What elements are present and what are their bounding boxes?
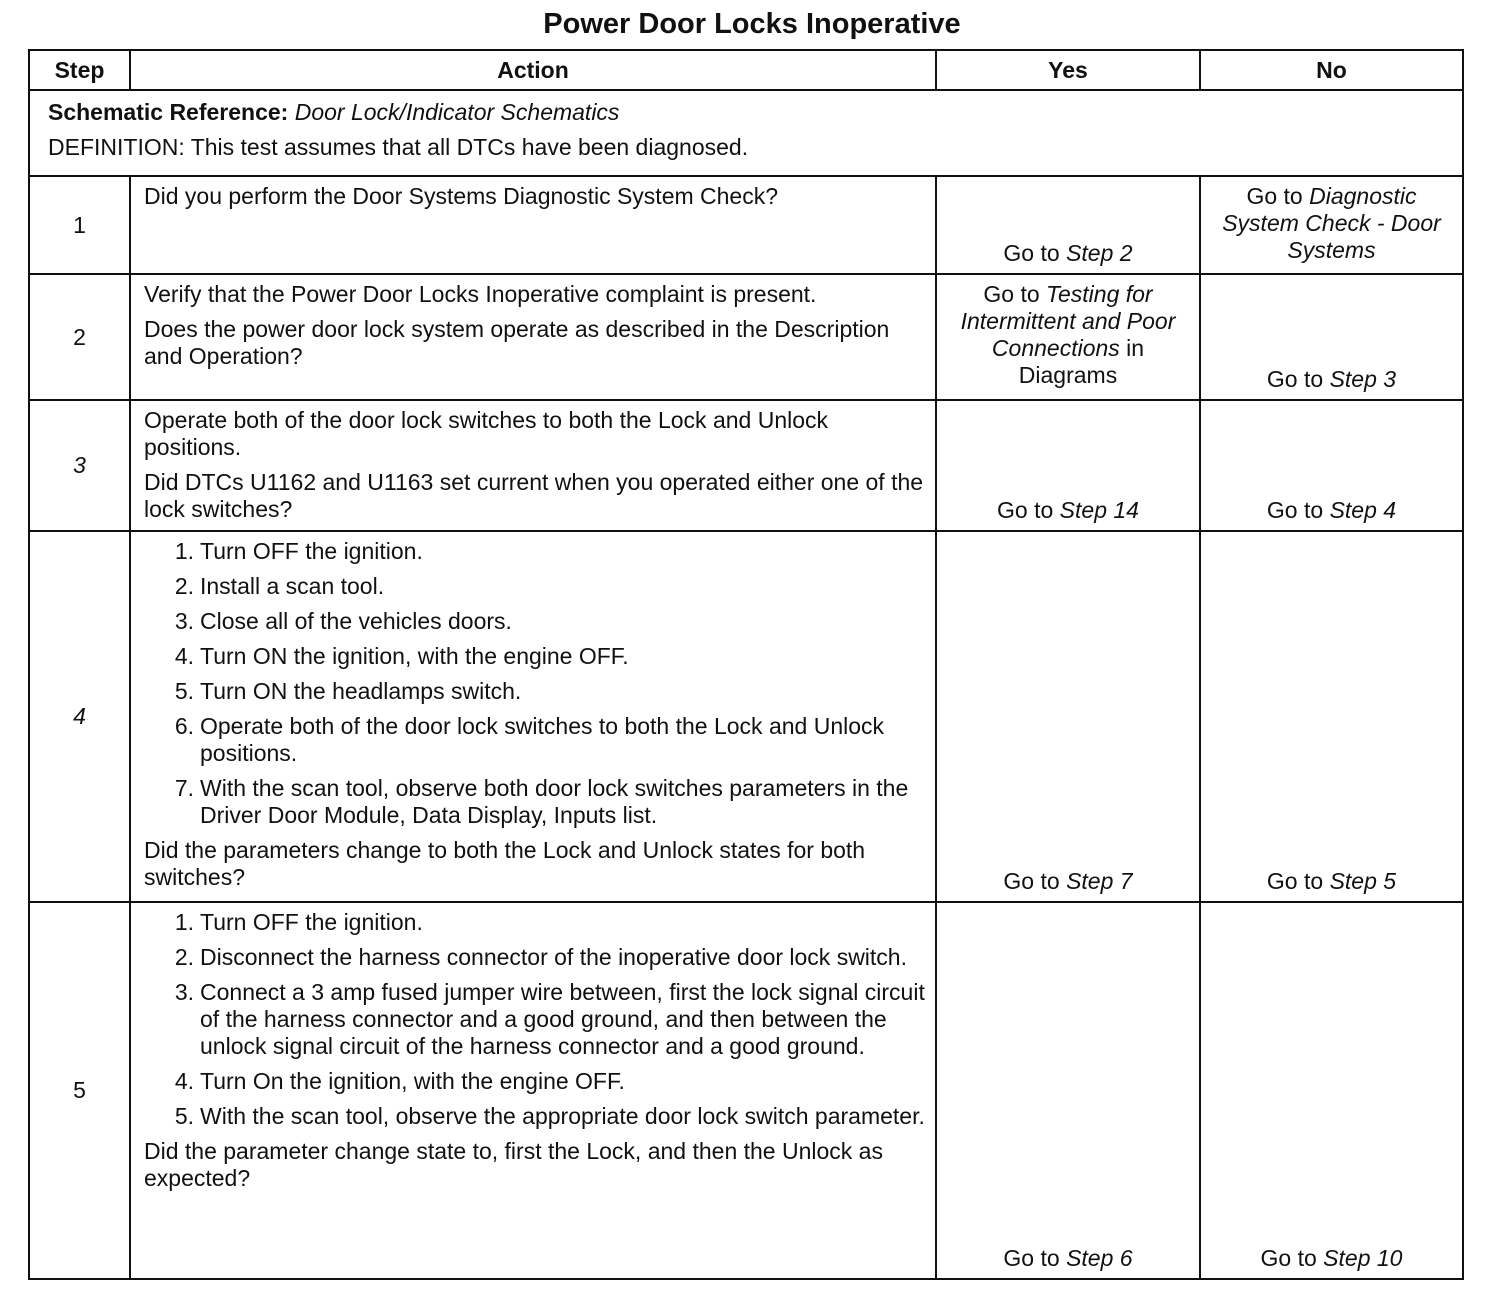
list-item: 1. Turn OFF the ignition. <box>174 538 423 564</box>
table-row <box>29 531 1463 902</box>
no-cell <box>1200 531 1463 902</box>
yes-cell <box>936 902 1200 1279</box>
list-item: 3. Connect a 3 amp fused jumper wire between, first the lock signal circuit of the harness connector and a good ground, and then between the unlock signal circuit of the harness connector and a good ground. <box>174 979 925 1059</box>
table-row <box>29 902 1463 1279</box>
step-number: 3 <box>29 400 130 531</box>
yes-prefix: Go to <box>1003 240 1067 266</box>
yes-suffix: in Diagrams <box>1018 335 1145 388</box>
procedure-list <box>144 909 925 1130</box>
list-item: 5. Turn ON the headlamps switch. <box>174 678 522 704</box>
action-text: Operate both of the door lock switches to both the Lock and Unlock positions. <box>144 407 829 460</box>
yes-link[interactable]: Step 7 <box>1066 868 1133 894</box>
step-number: 2 <box>29 274 130 400</box>
no-link[interactable]: Step 5 <box>1329 868 1397 894</box>
action-text: Did you perform the Door Systems Diagnostic System Check? <box>144 183 779 209</box>
no-prefix: Go to <box>1246 183 1310 209</box>
yes-link[interactable]: Step 14 <box>1059 497 1139 523</box>
no-cell <box>1200 176 1463 274</box>
no-cell <box>1200 902 1463 1279</box>
action-cell <box>130 400 936 531</box>
yes-prefix: Go to <box>1003 1245 1067 1271</box>
step-number: 4 <box>29 531 130 902</box>
header-yes: Yes <box>936 50 1200 90</box>
table-row <box>29 400 1463 531</box>
reference-link[interactable]: Door Lock/Indicator Schematics <box>294 99 620 125</box>
no-link[interactable]: Step 4 <box>1329 497 1397 523</box>
no-prefix: Go to <box>1266 366 1330 392</box>
no-prefix: Go to <box>1266 868 1330 894</box>
page-title: Power Door Locks Inoperative <box>543 8 961 40</box>
no-link[interactable]: Step 3 <box>1329 366 1397 392</box>
table-row <box>29 176 1463 274</box>
action-cell <box>130 176 936 274</box>
step-number: 5 <box>29 902 130 1279</box>
procedure-list <box>144 538 925 829</box>
no-link[interactable]: Diagnostic System Check - Door Systems <box>1222 183 1441 263</box>
yes-prefix: Go to <box>997 497 1060 523</box>
list-item: 2. Disconnect the harness connector of the inoperative door lock switch. <box>174 944 907 970</box>
action-cell <box>130 274 936 400</box>
list-item: 1. Turn OFF the ignition. <box>174 909 423 935</box>
yes-cell <box>936 176 1200 274</box>
header-no: No <box>1200 50 1463 90</box>
action-question: Does the power door lock system operate as described in the Description and Operation? <box>144 316 890 369</box>
list-item: 4. Turn ON the ignition, with the engine OFF. <box>174 643 629 669</box>
action-question: Did DTCs U1162 and U1163 set current when you operated either one of the lock switches? <box>144 469 924 522</box>
action-cell <box>130 531 936 902</box>
action-question: Did the parameters change to both the Lock and Unlock states for both switches? <box>144 837 866 890</box>
action-text: Verify that the Power Door Locks Inoperative complaint is present. <box>144 281 817 307</box>
header-action: Action <box>130 50 936 90</box>
no-link[interactable]: Step 10 <box>1323 1245 1403 1271</box>
no-cell <box>1200 274 1463 400</box>
yes-link[interactable]: Step 2 <box>1066 240 1133 266</box>
no-prefix: Go to <box>1266 497 1330 523</box>
table-header-row <box>29 50 1463 90</box>
action-cell <box>130 902 936 1279</box>
yes-cell <box>936 531 1200 902</box>
yes-prefix: Go to <box>983 281 1047 307</box>
no-prefix: Go to <box>1260 1245 1324 1271</box>
schematic-reference <box>29 90 1463 176</box>
list-item: 4. Turn On the ignition, with the engine OFF. <box>174 1068 625 1094</box>
no-cell <box>1200 400 1463 531</box>
table-row <box>29 274 1463 400</box>
list-item: 2. Install a scan tool. <box>174 573 385 599</box>
definition-text: DEFINITION: This test assumes that all DTCs have been diagnosed. <box>48 134 749 160</box>
action-question: Did the parameter change state to, first the Lock, and then the Unlock as expected? <box>144 1138 883 1191</box>
yes-cell <box>936 400 1200 531</box>
reference-label: Schematic Reference: <box>48 99 289 125</box>
yes-link[interactable]: Testing for Intermittent and Poor Connections <box>960 281 1176 361</box>
yes-prefix: Go to <box>1003 868 1067 894</box>
list-item: 5. With the scan tool, observe the appropriate door lock switch parameter. <box>174 1103 925 1129</box>
reference-row <box>29 90 1463 176</box>
yes-cell <box>936 274 1200 400</box>
list-item: 7. With the scan tool, observe both door lock switches parameters in the Driver Door Module, Data Display, Inputs list. <box>174 775 909 828</box>
list-item: 6. Operate both of the door lock switches to both the Lock and Unlock positions. <box>174 713 885 766</box>
list-item: 3. Close all of the vehicles doors. <box>174 608 512 634</box>
yes-link[interactable]: Step 6 <box>1066 1245 1133 1271</box>
diagnostic-table <box>28 49 1464 1280</box>
step-number: 1 <box>29 176 130 274</box>
header-step: Step <box>29 50 130 90</box>
